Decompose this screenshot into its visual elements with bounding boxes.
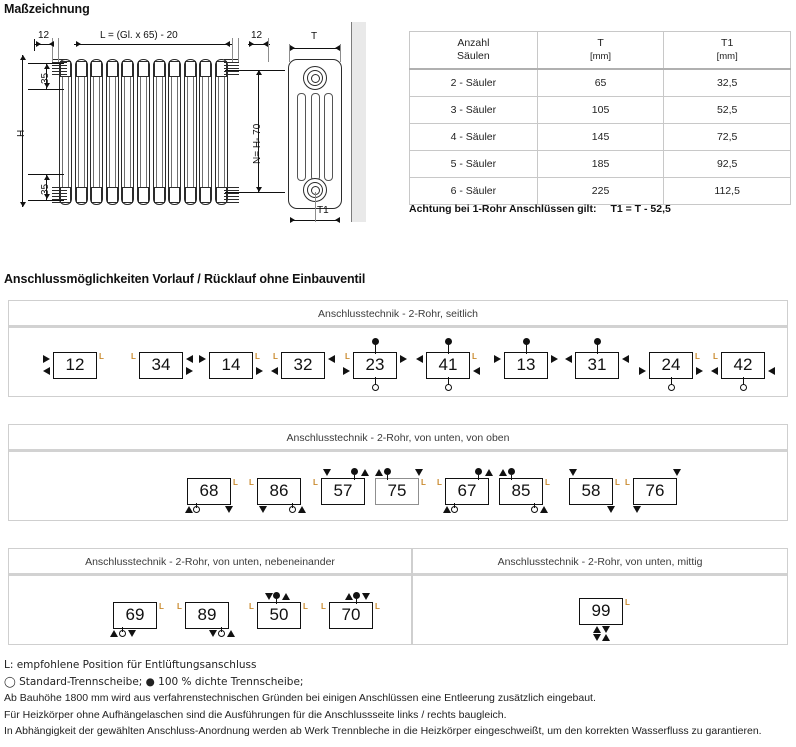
dim-extension — [232, 38, 233, 62]
dim-arrow — [44, 175, 50, 180]
connection-code-box[interactable]: 31 — [575, 352, 619, 379]
column-bottom-cap — [107, 187, 118, 203]
dim-extension — [289, 44, 290, 62]
connection-arrow-up — [298, 506, 306, 513]
dim-extension — [58, 38, 59, 62]
connection-stem — [292, 503, 293, 508]
table-row — [410, 151, 791, 178]
column-inner-tubes — [124, 64, 131, 198]
footnotes — [4, 657, 792, 740]
connection-panel-bottom-center — [412, 548, 788, 645]
radiator-column — [136, 55, 149, 207]
connection-stem — [375, 344, 376, 354]
side-column-slot — [324, 93, 333, 181]
connection-arrow-left — [271, 367, 278, 375]
vent-position-marker: L — [321, 602, 326, 611]
connection-arrow-down — [259, 506, 267, 513]
connection-arrow-up — [227, 630, 235, 637]
column-bottom-cap — [185, 187, 196, 203]
connection-code-box[interactable]: 50 — [257, 602, 301, 629]
connection-stem — [196, 503, 197, 508]
connection-arrow-left — [186, 355, 193, 363]
connection-arrow-right — [400, 355, 407, 363]
connection-arrow-down — [633, 506, 641, 513]
cell-t1: 72,5 — [664, 124, 791, 151]
connection-panel-bottom-sidebyside — [8, 548, 412, 645]
footnote-line: Für Heizkörper ohne Aufhängelaschen sind die Ausführungen für die Anschlussseite links / rechts baugleich. — [4, 708, 507, 721]
dim-extension — [238, 38, 239, 62]
one-pipe-note-value: T1 = T - 52,5 — [610, 203, 671, 215]
column-inner-tubes — [156, 64, 163, 198]
column-inner-tubes — [171, 64, 178, 198]
radiator-side-view — [288, 59, 342, 209]
vent-position-marker: L — [625, 478, 630, 487]
table-header-cell — [537, 32, 664, 70]
connection-arrow-left — [565, 355, 572, 363]
sealing-disc-tight — [508, 468, 515, 475]
column-top-cap — [138, 61, 149, 77]
sealing-disc-standard — [445, 384, 452, 391]
vent-position-marker: L — [421, 478, 426, 487]
connection-stem — [221, 627, 222, 632]
column-top-cap — [76, 61, 87, 77]
footnote-line: In Abhängigkeit der gewählten Anschluss-Anordnung werden ab Werk Trennbleche in die Heizkörper eingeschweißt, um den korrekten Wasserfluss zu garantieren. — [4, 725, 762, 737]
dim-label-12-left: 12 — [38, 30, 50, 41]
dim-label-35-bottom: 35 — [40, 183, 51, 195]
side-column-slot — [297, 93, 306, 181]
connection-stem — [122, 627, 123, 632]
column-bottom-cap — [138, 187, 149, 203]
vent-position-marker: L — [177, 602, 182, 611]
dim-arrow — [44, 64, 50, 69]
connection-arrow-right — [551, 355, 558, 363]
cell-columns: 5 - Säuler — [410, 151, 538, 178]
connection-arrow-down — [209, 630, 217, 637]
vent-position-marker: L — [545, 478, 550, 487]
column-inner-tubes — [187, 64, 194, 198]
column-inner-tubes — [218, 64, 225, 198]
connection-stem — [387, 475, 388, 480]
manifold-end-cap — [52, 57, 67, 74]
connection-arrow-right — [696, 367, 703, 375]
table-row — [410, 97, 791, 124]
connection-arrow-down — [225, 506, 233, 513]
connection-arrow-up — [443, 506, 451, 513]
dim-extension — [340, 44, 341, 62]
dim-arrow — [225, 41, 230, 47]
footnote-line: Ab Bauhöhe 1800 mm wird aus verfahrenstechnischen Gründen bei einigen Anschlüssen eine Entleerung zusätzlich eingebaut. — [4, 692, 596, 704]
dim-label-12-right: 12 — [251, 30, 263, 41]
sealing-disc-tight — [372, 338, 379, 345]
sealing-disc-standard — [740, 384, 747, 391]
column-top-cap — [154, 61, 165, 77]
dim-label-35-top: 35 — [40, 72, 51, 84]
connection-arrow-up — [375, 469, 383, 476]
dim-arrow — [49, 41, 54, 47]
column-top-cap — [185, 61, 196, 77]
table-row — [410, 124, 791, 151]
column-bottom-cap — [154, 187, 165, 203]
vent-position-marker: L — [99, 352, 104, 361]
wall-edge-line — [351, 22, 352, 222]
cell-t: 225 — [537, 178, 664, 205]
connection-panel-bottom-top — [8, 424, 788, 521]
table-row — [410, 69, 791, 97]
connection-arrow-down — [415, 469, 423, 476]
connection-stem — [276, 599, 277, 604]
header-line1: T — [597, 36, 604, 49]
connection-code-box[interactable]: 89 — [185, 602, 229, 629]
connection-code-box[interactable]: 57 — [321, 478, 365, 505]
sealing-disc-tight — [475, 468, 482, 475]
connection-stem — [534, 503, 535, 508]
connection-code-box[interactable]: 75 — [375, 478, 419, 505]
sealing-disc-standard — [372, 384, 379, 391]
dim-arrow — [263, 41, 268, 47]
dim-arrow — [290, 217, 295, 223]
column-inner-tubes — [62, 64, 69, 198]
one-pipe-note — [409, 203, 671, 215]
connection-arrow-down — [602, 626, 610, 633]
connection-arrow-down — [265, 593, 273, 600]
column-bottom-cap — [169, 187, 180, 203]
column-top-cap — [91, 61, 102, 77]
column-top-cap — [200, 61, 211, 77]
dim-extension — [315, 192, 316, 222]
table-header-cell — [664, 32, 791, 70]
connection-arrow-up — [485, 469, 493, 476]
connection-arrow-up — [185, 506, 193, 513]
header-line2: Säulen — [457, 50, 490, 62]
manifold-end-cap — [224, 185, 239, 202]
vent-position-marker: L — [713, 352, 718, 361]
cell-t: 145 — [537, 124, 664, 151]
connection-arrow-up — [345, 593, 353, 600]
column-top-cap — [122, 61, 133, 77]
column-bottom-cap — [122, 187, 133, 203]
connection-arrow-up — [110, 630, 118, 637]
column-inner-tubes — [93, 64, 100, 198]
panel-title: Anschlusstechnik - 2-Rohr, von unten, von oben — [9, 425, 787, 452]
dim-extension — [34, 39, 35, 51]
column-bottom-cap — [76, 187, 87, 203]
vent-position-marker: L — [695, 352, 700, 361]
dim-arrow — [335, 217, 340, 223]
dim-label-T: T — [311, 31, 318, 42]
connection-code-box[interactable]: 13 — [504, 352, 548, 379]
connection-stem — [454, 503, 455, 508]
header-line2: [mm] — [716, 51, 738, 62]
vent-position-marker: L — [249, 602, 254, 611]
connection-code-box[interactable]: 14 — [209, 352, 253, 379]
connection-stem — [478, 475, 479, 480]
connection-panel-side — [8, 300, 788, 397]
sealing-disc-tight — [445, 338, 452, 345]
connection-arrow-down — [569, 469, 577, 476]
connection-arrow-right — [199, 355, 206, 363]
dimensional-drawing — [0, 22, 396, 240]
cell-t1: 112,5 — [664, 178, 791, 205]
vent-position-marker: L — [615, 478, 620, 487]
radiator-column — [120, 55, 133, 207]
connection-arrow-left — [768, 367, 775, 375]
connection-arrow-right — [186, 367, 193, 375]
panel-title: Anschlusstechnik - 2-Rohr, von unten, mittig — [413, 549, 787, 576]
connection-arrow-up — [282, 593, 290, 600]
connection-arrow-up — [602, 634, 610, 641]
vent-position-marker: L — [303, 602, 308, 611]
one-pipe-note-label: Achtung bei 1-Rohr Anschlüssen gilt: — [409, 203, 597, 215]
connection-arrow-right — [639, 367, 646, 375]
sealing-disc-tight — [353, 592, 360, 599]
connection-arrow-up — [540, 506, 548, 513]
radiator-column — [74, 55, 87, 207]
radiator-column — [183, 55, 196, 207]
connection-arrow-left — [43, 367, 50, 375]
connection-stem — [356, 599, 357, 604]
dim-arrow — [20, 55, 26, 60]
vent-position-marker: L — [437, 478, 442, 487]
radiator-column — [167, 55, 180, 207]
connection-arrow-down — [593, 634, 601, 641]
section-title-connection-options: Anschlussmöglichkeiten Vorlauf / Rücklauf ohne Einbauventil — [4, 272, 366, 286]
radiator-column — [198, 55, 211, 207]
connection-arrow-down — [323, 469, 331, 476]
dim-line — [28, 89, 64, 90]
dim-arrow — [20, 202, 26, 207]
vent-position-marker: L — [159, 602, 164, 611]
connection-code-box[interactable]: 32 — [281, 352, 325, 379]
connection-code-box[interactable]: 68 — [187, 478, 231, 505]
sealing-disc-standard — [668, 384, 675, 391]
dim-arrow — [249, 41, 254, 47]
connection-arrow-left — [473, 367, 480, 375]
cell-t1: 92,5 — [664, 151, 791, 178]
column-top-cap — [169, 61, 180, 77]
header-line2: [mm] — [589, 51, 612, 62]
header-line1: Anzahl — [457, 36, 490, 49]
sealing-disc-tight — [384, 468, 391, 475]
radiator-front-view — [58, 55, 230, 207]
connection-arrow-left — [622, 355, 629, 363]
dim-label-length: L = (Gl. x 65) - 20 — [100, 30, 178, 41]
vent-position-marker: L — [273, 352, 278, 361]
cell-columns: 3 - Säuler — [410, 97, 538, 124]
top-connection-fitting — [303, 66, 327, 90]
connection-arrow-right — [43, 355, 50, 363]
footnote-line: ◯ Standard-Trennscheibe; ● 100 % dichte Trennscheibe; — [4, 675, 304, 688]
connection-arrow-right — [256, 367, 263, 375]
side-column-slot — [311, 93, 320, 181]
panel-title: Anschlusstechnik - 2-Rohr, von unten, nebeneinander — [9, 549, 411, 576]
column-inner-tubes — [109, 64, 116, 198]
connection-code-box[interactable]: 58 — [569, 478, 613, 505]
connection-arrow-left — [416, 355, 423, 363]
footnote-line: L: empfohlene Position für Entlüftungsanschluss — [4, 659, 257, 671]
column-inner-tubes — [202, 64, 209, 198]
column-inner-tubes — [78, 64, 85, 198]
depth-spec-table — [409, 31, 791, 205]
vent-position-marker: L — [625, 598, 630, 607]
column-top-cap — [107, 61, 118, 77]
page-title-dimensional-drawing: Maßzeichnung — [4, 2, 90, 16]
connection-arrow-down — [362, 593, 370, 600]
sealing-disc-tight — [523, 338, 530, 345]
connection-stem — [354, 475, 355, 480]
cell-t1: 32,5 — [664, 69, 791, 97]
table-header-cell — [410, 32, 538, 70]
dim-line — [225, 70, 285, 71]
dim-label-N: N= H- 70 — [252, 123, 263, 164]
radiator-column — [105, 55, 118, 207]
cell-columns: 4 - Säuler — [410, 124, 538, 151]
vent-position-marker: L — [233, 478, 238, 487]
cell-t1: 52,5 — [664, 97, 791, 124]
connection-code-box[interactable]: 76 — [633, 478, 677, 505]
vent-position-marker: L — [375, 602, 380, 611]
connection-code-box[interactable]: 41 — [426, 352, 470, 379]
connection-arrow-left — [328, 355, 335, 363]
connection-stem — [448, 344, 449, 354]
connection-arrow-up — [361, 469, 369, 476]
connection-code-box[interactable]: 70 — [329, 602, 373, 629]
connection-stem — [511, 475, 512, 480]
dim-label-H: H — [16, 129, 27, 137]
connection-code-box[interactable]: 99 — [579, 598, 623, 625]
table-header-row — [410, 32, 791, 70]
connection-code-box[interactable]: 69 — [113, 602, 157, 629]
connection-stem — [526, 344, 527, 354]
connection-code-box[interactable]: 42 — [721, 352, 765, 379]
sealing-disc-tight — [594, 338, 601, 345]
connection-arrow-down — [607, 506, 615, 513]
wall-hatch — [352, 22, 366, 222]
dim-extension — [268, 38, 269, 62]
sealing-disc-tight — [351, 468, 358, 475]
radiator-column — [89, 55, 102, 207]
connection-code-box[interactable]: 34 — [139, 352, 183, 379]
vent-position-marker: L — [131, 352, 136, 361]
dim-arrow — [76, 41, 81, 47]
connection-arrow-right — [343, 367, 350, 375]
sealing-disc-tight — [273, 592, 280, 599]
vent-position-marker: L — [313, 478, 318, 487]
dim-line — [290, 48, 340, 49]
connection-arrow-up — [593, 626, 601, 633]
connection-code-box[interactable]: 86 — [257, 478, 301, 505]
connection-code-box[interactable]: 85 — [499, 478, 543, 505]
column-bottom-cap — [91, 187, 102, 203]
connection-code-box[interactable]: 67 — [445, 478, 489, 505]
cell-columns: 6 - Säuler — [410, 178, 538, 205]
vent-position-marker: L — [249, 478, 254, 487]
connection-arrow-up — [499, 469, 507, 476]
dim-arrow — [290, 45, 295, 51]
connection-code-box[interactable]: 24 — [649, 352, 693, 379]
header-line1: T1 — [721, 36, 734, 49]
column-inner-tubes — [140, 64, 147, 198]
radiator-column — [152, 55, 165, 207]
connection-arrow-left — [711, 367, 718, 375]
connection-arrow-right — [494, 355, 501, 363]
dim-label-T1: T1 — [317, 205, 329, 216]
vent-position-marker: L — [472, 352, 477, 361]
dim-line — [28, 200, 64, 201]
cell-t: 65 — [537, 69, 664, 97]
cell-t: 105 — [537, 97, 664, 124]
dim-arrow — [36, 41, 41, 47]
connection-arrow-down — [673, 469, 681, 476]
column-bottom-cap — [200, 187, 211, 203]
connection-arrow-down — [128, 630, 136, 637]
cell-columns: 2 - Säuler — [410, 69, 538, 97]
panel-title: Anschlusstechnik - 2-Rohr, seitlich — [9, 301, 787, 328]
connection-code-box[interactable]: 23 — [353, 352, 397, 379]
connection-code-box[interactable]: 12 — [53, 352, 97, 379]
vent-position-marker: L — [345, 352, 350, 361]
dim-line — [225, 192, 285, 193]
table-row — [410, 178, 791, 205]
vent-position-marker: L — [255, 352, 260, 361]
dim-line — [74, 44, 232, 45]
connection-stem — [597, 344, 598, 354]
cell-t: 185 — [537, 151, 664, 178]
